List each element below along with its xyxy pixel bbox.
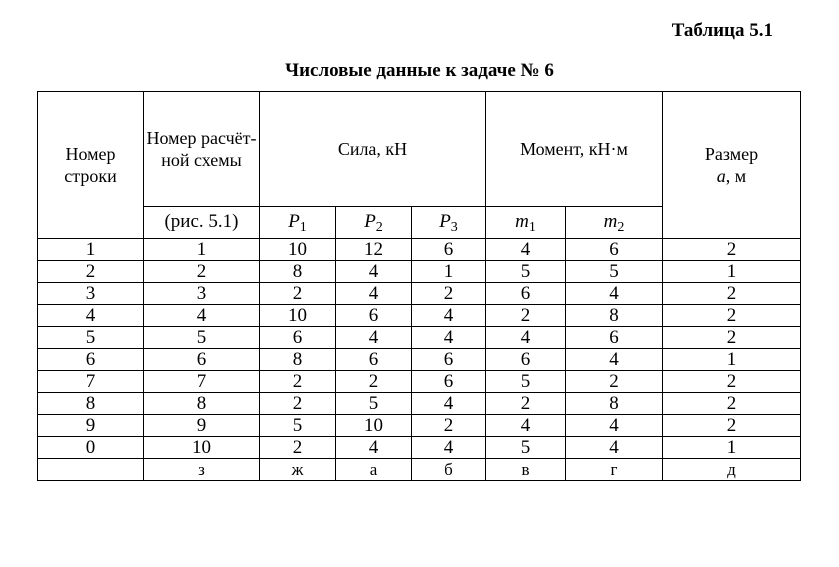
cell-moment-m2: 5 [566, 261, 663, 283]
cell-force-p1: 8 [260, 261, 336, 283]
letter-cell-moment-m1: в [486, 459, 566, 481]
cell-scheme-number: 7 [144, 371, 260, 393]
table-row [38, 415, 801, 437]
letter-cell-row-number [38, 459, 144, 481]
cell-force-p1: 2 [260, 393, 336, 415]
numeric-data-table [37, 91, 801, 481]
header-scheme-ref [144, 206, 260, 238]
cell-scheme-number: 1 [144, 239, 260, 261]
cell-moment-m2: 8 [566, 305, 663, 327]
table-row [38, 305, 801, 327]
cell-size-a: 2 [663, 327, 801, 349]
cell-row-number: 0 [38, 437, 144, 459]
header-size [663, 92, 801, 239]
cell-force-p2: 4 [336, 437, 412, 459]
cell-force-p1: 2 [260, 283, 336, 305]
cell-moment-m2: 2 [566, 371, 663, 393]
cell-force-p2: 2 [336, 371, 412, 393]
table-caption: Числовые данные к задаче № 6 [285, 60, 554, 81]
cell-size-a: 2 [663, 371, 801, 393]
cell-moment-m2: 4 [566, 349, 663, 371]
moment-m2-symbol: $m_2$ [603, 211, 625, 236]
cell-force-p3: 4 [412, 305, 486, 327]
cell-moment-m1: 5 [486, 437, 566, 459]
cell-force-p3: 4 [412, 393, 486, 415]
cell-row-number: 2 [38, 261, 144, 283]
cell-size-a: 1 [663, 349, 801, 371]
cell-force-p3: 4 [412, 327, 486, 349]
cell-row-number: 4 [38, 305, 144, 327]
cell-force-p2: 4 [336, 327, 412, 349]
cell-scheme-number: 8 [144, 393, 260, 415]
header-force-group-label: Сила, кН [337, 138, 408, 159]
cell-scheme-number: 4 [144, 305, 260, 327]
cell-moment-m1: 6 [486, 283, 566, 305]
header-size-symbol: a [716, 166, 726, 186]
force-p1-symbol: $P_1$ [288, 211, 307, 236]
header-scheme-number-label: Номер расчёт-ной схемы [146, 127, 257, 170]
letter-cell-force-p2: а [336, 459, 412, 481]
cell-scheme-number: 2 [144, 261, 260, 283]
header-row-number [38, 92, 144, 239]
cell-force-p2: 6 [336, 349, 412, 371]
cell-size-a: 2 [663, 415, 801, 437]
header-row-number-label: Номер строки [64, 144, 117, 186]
header-size-label [663, 143, 800, 187]
header-moment-group-label: Момент, кН·м [520, 138, 628, 159]
cell-force-p2: 6 [336, 305, 412, 327]
cell-force-p1: 10 [260, 239, 336, 261]
cell-moment-m1: 6 [486, 349, 566, 371]
cell-moment-m2: 4 [566, 415, 663, 437]
cell-scheme-number: 5 [144, 327, 260, 349]
table-row [38, 393, 801, 415]
table-row [38, 371, 801, 393]
cell-row-number: 3 [38, 283, 144, 305]
cell-force-p3: 4 [412, 437, 486, 459]
header-force-p1 [260, 206, 336, 238]
cell-force-p3: 2 [412, 283, 486, 305]
cell-force-p1: 6 [260, 327, 336, 349]
letter-cell-moment-m2: г [566, 459, 663, 481]
cell-moment-m2: 4 [566, 437, 663, 459]
cell-force-p2: 5 [336, 393, 412, 415]
cell-force-p3: 6 [412, 239, 486, 261]
header-size-prefix: Размер [704, 144, 759, 164]
cell-scheme-number: 9 [144, 415, 260, 437]
cell-size-a: 2 [663, 239, 801, 261]
cell-force-p3: 1 [412, 261, 486, 283]
cell-force-p3: 6 [412, 371, 486, 393]
cell-moment-m1: 4 [486, 327, 566, 349]
table-row-letters [38, 459, 801, 481]
header-force-p3 [412, 206, 486, 238]
moment-m1-symbol: $m_1$ [515, 211, 536, 236]
cell-moment-m1: 4 [486, 415, 566, 437]
table-body [38, 239, 801, 481]
table-row [38, 239, 801, 261]
table-row [38, 327, 801, 349]
header-moment-group [486, 92, 663, 207]
cell-moment-m1: 4 [486, 239, 566, 261]
cell-force-p2: 4 [336, 283, 412, 305]
cell-scheme-number: 6 [144, 349, 260, 371]
cell-force-p3: 2 [412, 415, 486, 437]
cell-scheme-number: 10 [144, 437, 260, 459]
header-scheme-number [144, 92, 260, 207]
header-moment-m2 [566, 206, 663, 238]
header-scheme-ref-label: (рис. 5.1) [164, 211, 239, 233]
cell-size-a: 2 [663, 305, 801, 327]
force-p2-symbol: $P_2$ [364, 211, 383, 236]
cell-moment-m2: 4 [566, 283, 663, 305]
letter-cell-size-a: д [663, 459, 801, 481]
letter-cell-force-p1: ж [260, 459, 336, 481]
cell-size-a: 1 [663, 261, 801, 283]
table-row [38, 261, 801, 283]
force-p3-symbol: $P_3$ [439, 211, 458, 236]
cell-force-p2: 4 [336, 261, 412, 283]
cell-scheme-number: 3 [144, 283, 260, 305]
cell-row-number: 1 [38, 239, 144, 261]
cell-force-p1: 2 [260, 437, 336, 459]
cell-moment-m1: 2 [486, 393, 566, 415]
cell-moment-m2: 8 [566, 393, 663, 415]
cell-row-number: 8 [38, 393, 144, 415]
cell-force-p1: 5 [260, 415, 336, 437]
cell-moment-m1: 5 [486, 371, 566, 393]
table-row [38, 349, 801, 371]
header-force-group [260, 92, 486, 207]
header-force-p2 [336, 206, 412, 238]
header-size-unit: , м [725, 166, 747, 186]
cell-force-p3: 6 [412, 349, 486, 371]
cell-force-p1: 8 [260, 349, 336, 371]
cell-force-p1: 10 [260, 305, 336, 327]
cell-size-a: 2 [663, 393, 801, 415]
cell-force-p2: 10 [336, 415, 412, 437]
cell-moment-m1: 2 [486, 305, 566, 327]
letter-cell-scheme-number: з [144, 459, 260, 481]
table-row [38, 283, 801, 305]
cell-row-number: 7 [38, 371, 144, 393]
cell-size-a: 2 [663, 283, 801, 305]
table-row [38, 437, 801, 459]
cell-moment-m2: 6 [566, 327, 663, 349]
cell-moment-m1: 5 [486, 261, 566, 283]
header-moment-m1 [486, 206, 566, 238]
cell-row-number: 5 [38, 327, 144, 349]
cell-row-number: 6 [38, 349, 144, 371]
cell-force-p2: 12 [336, 239, 412, 261]
cell-force-p1: 2 [260, 371, 336, 393]
cell-row-number: 9 [38, 415, 144, 437]
table-number: Таблица 5.1 [671, 20, 773, 41]
letter-cell-force-p3: б [412, 459, 486, 481]
cell-size-a: 1 [663, 437, 801, 459]
cell-moment-m2: 6 [566, 239, 663, 261]
